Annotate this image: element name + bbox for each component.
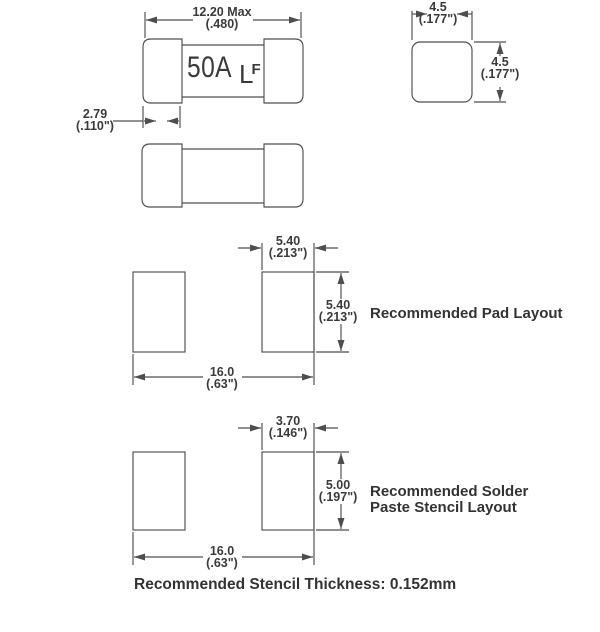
fuse-right-cap <box>264 39 303 103</box>
dim-end-width <box>419 2 458 25</box>
dim-end-height <box>481 57 520 80</box>
dim-mm-value: 16.0 <box>209 544 235 558</box>
dim-inch-value: (.197") <box>318 489 358 504</box>
dim-body-length <box>192 7 251 30</box>
dim-inch-value: (.110") <box>76 118 114 133</box>
dim-mm-value: 4.5 <box>429 0 447 14</box>
dim-mm-value: 5.40 <box>275 234 301 248</box>
left-pad <box>133 272 185 352</box>
stencil-title-line1: Recommended Solder <box>370 483 529 500</box>
fuse-bottom-view <box>142 144 303 207</box>
dim-inch-value: (.177") <box>480 66 520 81</box>
littelfuse-logo <box>239 57 261 87</box>
dim-cap-width <box>76 109 114 132</box>
dim-mm-value: 12.20 Max <box>192 5 252 19</box>
dim-pad-width <box>269 236 308 259</box>
fuse-rating-label: 50A <box>187 51 233 84</box>
stencil-title-line2: Paste Stencil Layout <box>370 499 517 516</box>
dim-stencil-span <box>206 546 238 569</box>
stencil-thickness-note: Recommended Stencil Thickness: 0.152mm <box>134 576 457 593</box>
pad-layout-drawing <box>133 243 349 385</box>
stencil-layout-drawing <box>133 423 349 565</box>
right-aperture <box>262 452 314 530</box>
dim-mm-value: 3.70 <box>275 414 301 428</box>
dim-mm-value: 5.00 <box>325 478 351 492</box>
end-cap-outline <box>412 42 472 102</box>
dim-inch-value: (.63") <box>206 555 238 570</box>
dim-inch-value: (.213") <box>268 245 308 260</box>
fuse-left-cap <box>142 144 182 207</box>
dim-mm-value: 4.5 <box>491 55 509 69</box>
dim-inch-value: (.146") <box>268 425 308 440</box>
pad-layout-title: Recommended Pad Layout <box>370 305 563 322</box>
dim-inch-value: (.480) <box>205 16 239 31</box>
logo-letter-f: F <box>251 61 261 78</box>
dim-mm-value: 2.79 <box>82 107 108 121</box>
dim-stencil-width <box>269 416 308 439</box>
stencil-layout-title <box>370 484 528 516</box>
dim-inch-value: (.63") <box>206 376 238 391</box>
fuse-right-cap <box>264 144 303 207</box>
dim-inch-value: (.213") <box>318 309 358 324</box>
dim-pad-height <box>319 300 358 323</box>
dim-mm-value: 5.40 <box>325 298 351 312</box>
dim-stencil-height <box>319 480 358 503</box>
fuse-left-cap <box>143 39 182 103</box>
right-pad <box>262 272 314 352</box>
left-aperture <box>133 452 185 530</box>
dim-pad-span <box>206 367 238 390</box>
dim-mm-value: 16.0 <box>209 365 235 379</box>
dim-inch-value: (.177") <box>418 11 458 26</box>
dim-cap-width-lines <box>113 106 180 128</box>
logo-letter-l: L <box>239 59 254 89</box>
